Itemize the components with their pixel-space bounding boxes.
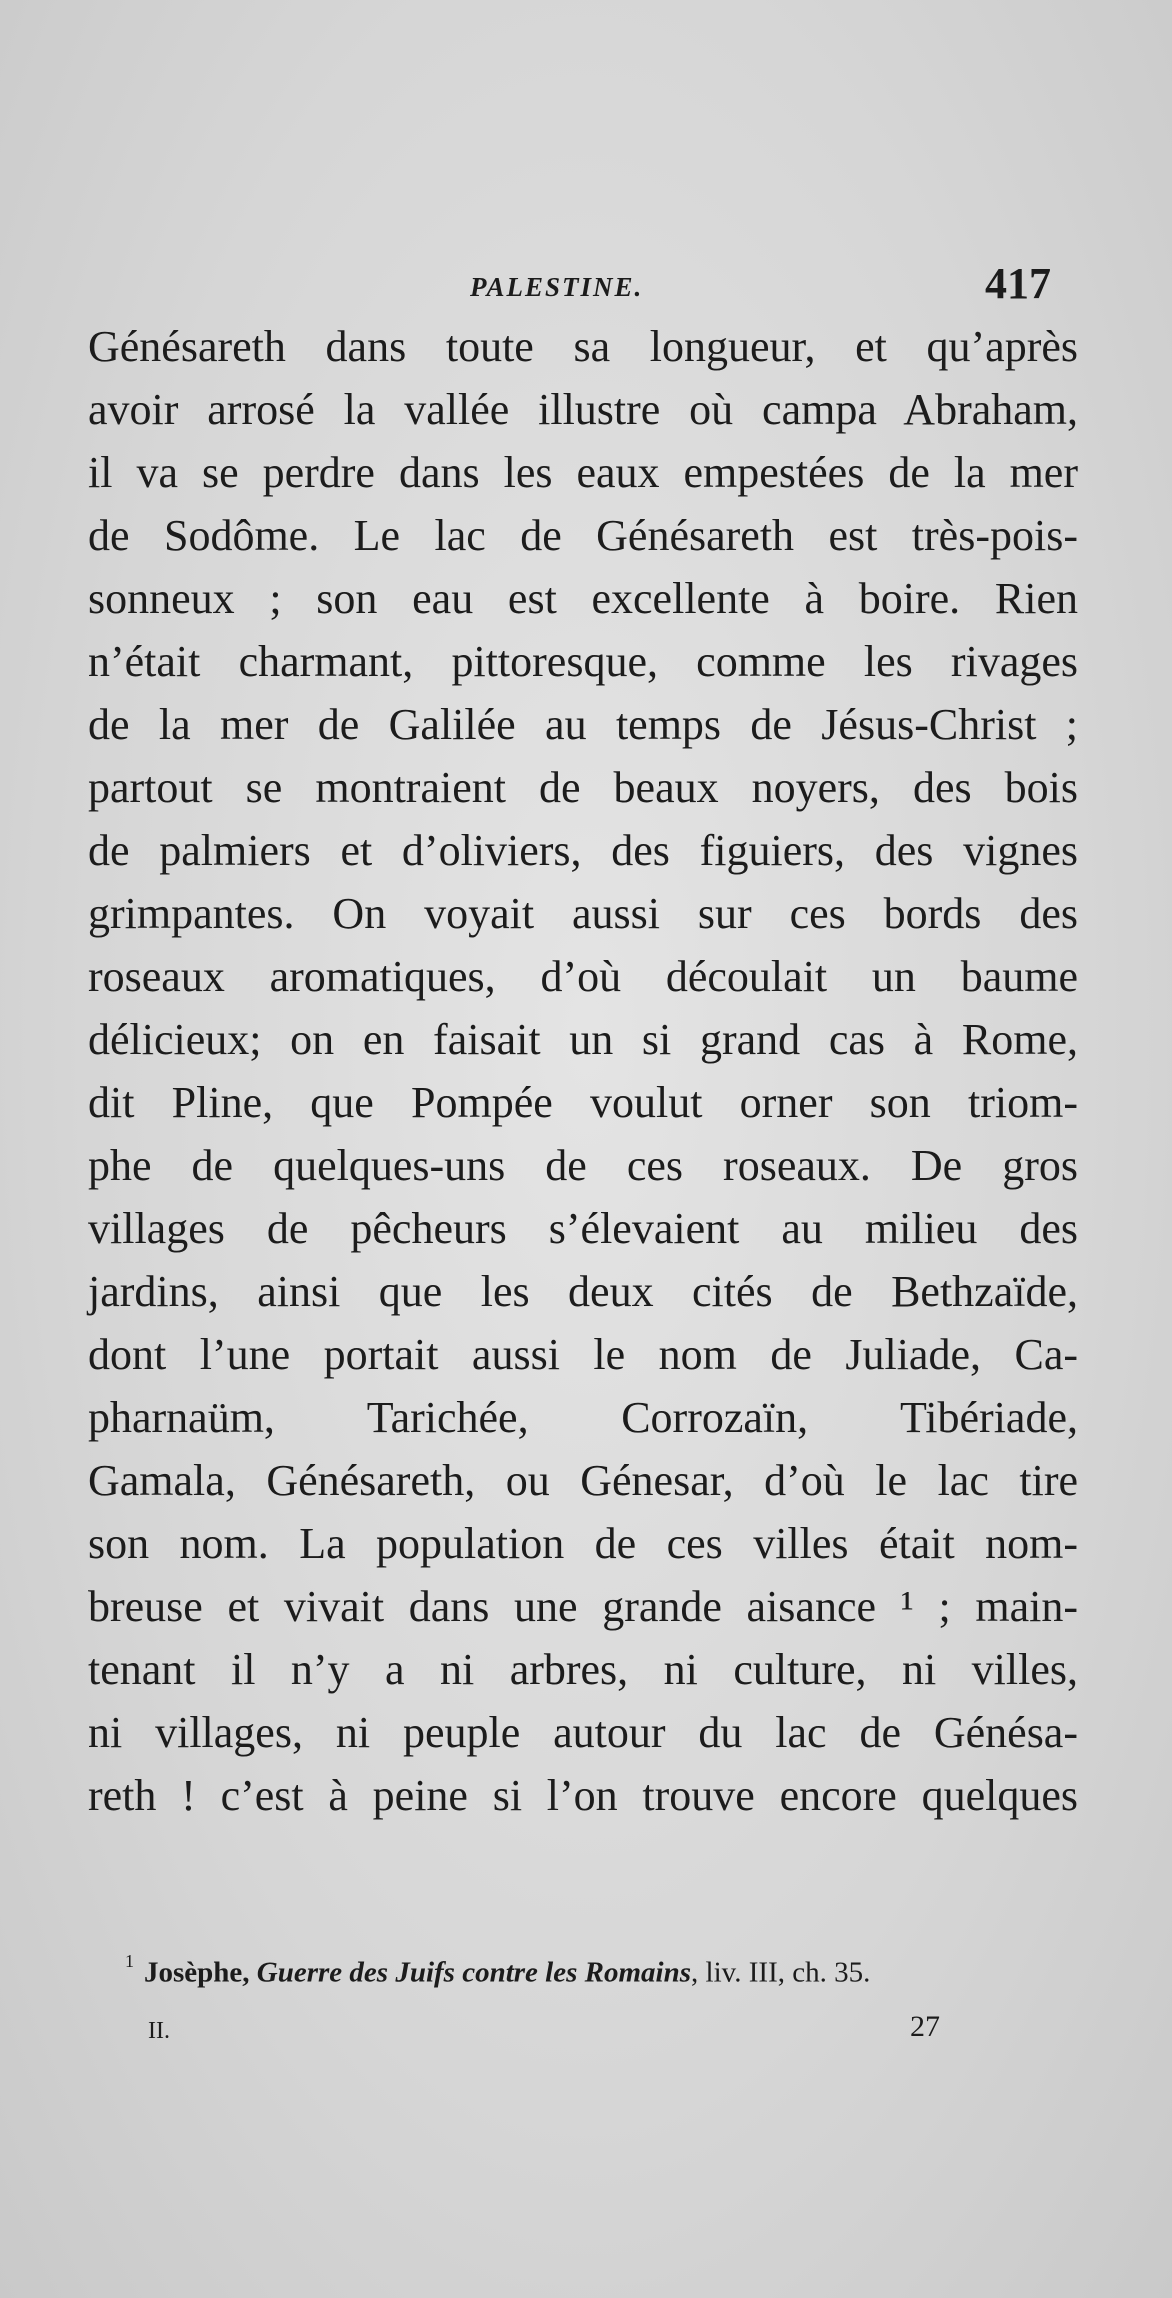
text-line: Génésareth dans toute sa longueur, et qu’après <box>88 322 1078 371</box>
signature-mark: II. <box>148 2018 170 2044</box>
text-line: villages de pêcheurs s’élevaient au milieu des <box>88 1204 1078 1253</box>
footnote-author: Josèphe, <box>144 1956 250 1989</box>
text-line: son nom. La population de ces villes était nom- <box>88 1519 1078 1568</box>
text-line: n’était charmant, pittoresque, comme les rivages <box>88 637 1078 686</box>
text-line: phe de quelques-uns de ces roseaux. De gros <box>88 1141 1078 1190</box>
page-number: 417 <box>985 259 1051 308</box>
text-line: délicieux; on en faisait un si grand cas à Rome, <box>88 1015 1078 1064</box>
text-line: il va se perdre dans les eaux empestées de la mer <box>88 448 1078 497</box>
text-line: dont l’une portait aussi le nom de Juliade, Ca- <box>88 1330 1078 1379</box>
running-head <box>0 258 1172 308</box>
body-text <box>88 315 1078 1827</box>
text-line: Gamala, Génésareth, ou Génesar, d’où le lac tire <box>88 1456 1078 1505</box>
footnote-work-title: Guerre des Juifs contre les Romains <box>256 1956 692 1989</box>
text-line: sonneux ; son eau est excellente à boire. Rien <box>88 574 1078 623</box>
text-line: avoir arrosé la vallée illustre où campa Abraham, <box>88 385 1078 434</box>
footnote-marker: 1 <box>125 1951 134 1971</box>
text-line: pharnaüm, Tarichée, Corrozaïn, Tibériade, <box>88 1393 1078 1442</box>
running-title: PALESTINE. <box>470 272 644 302</box>
text-line: grimpantes. On voyait aussi sur ces bords des <box>88 889 1078 938</box>
text-line: de la mer de Galilée au temps de Jésus-Christ ; <box>88 700 1078 749</box>
text-line: reth ! c’est à peine si l’on trouve encore quelques <box>88 1771 1078 1820</box>
text-line: dit Pline, que Pompée voulut orner son triom- <box>88 1078 1078 1127</box>
text-line: de Sodôme. Le lac de Génésareth est très-pois- <box>88 511 1078 560</box>
footnote-reference: , liv. III, ch. 35. <box>691 1956 871 1989</box>
text-line: jardins, ainsi que les deux cités de Bethzaïde, <box>88 1267 1078 1316</box>
footnote <box>125 1951 1085 1990</box>
text-line: partout se montraient de beaux noyers, des bois <box>88 763 1078 812</box>
text-line: breuse et vivait dans une grande aisance ¹ ; main- <box>88 1582 1078 1631</box>
text-line: tenant il n’y a ni arbres, ni culture, ni villes, <box>88 1645 1078 1694</box>
sheet-number: 27 <box>910 2010 940 2043</box>
text-line: ni villages, ni peuple autour du lac de Génésa- <box>88 1708 1078 1757</box>
text-line: roseaux aromatiques, d’où découlait un baume <box>88 952 1078 1001</box>
text-line: de palmiers et d’oliviers, des figuiers, des vignes <box>88 826 1078 875</box>
